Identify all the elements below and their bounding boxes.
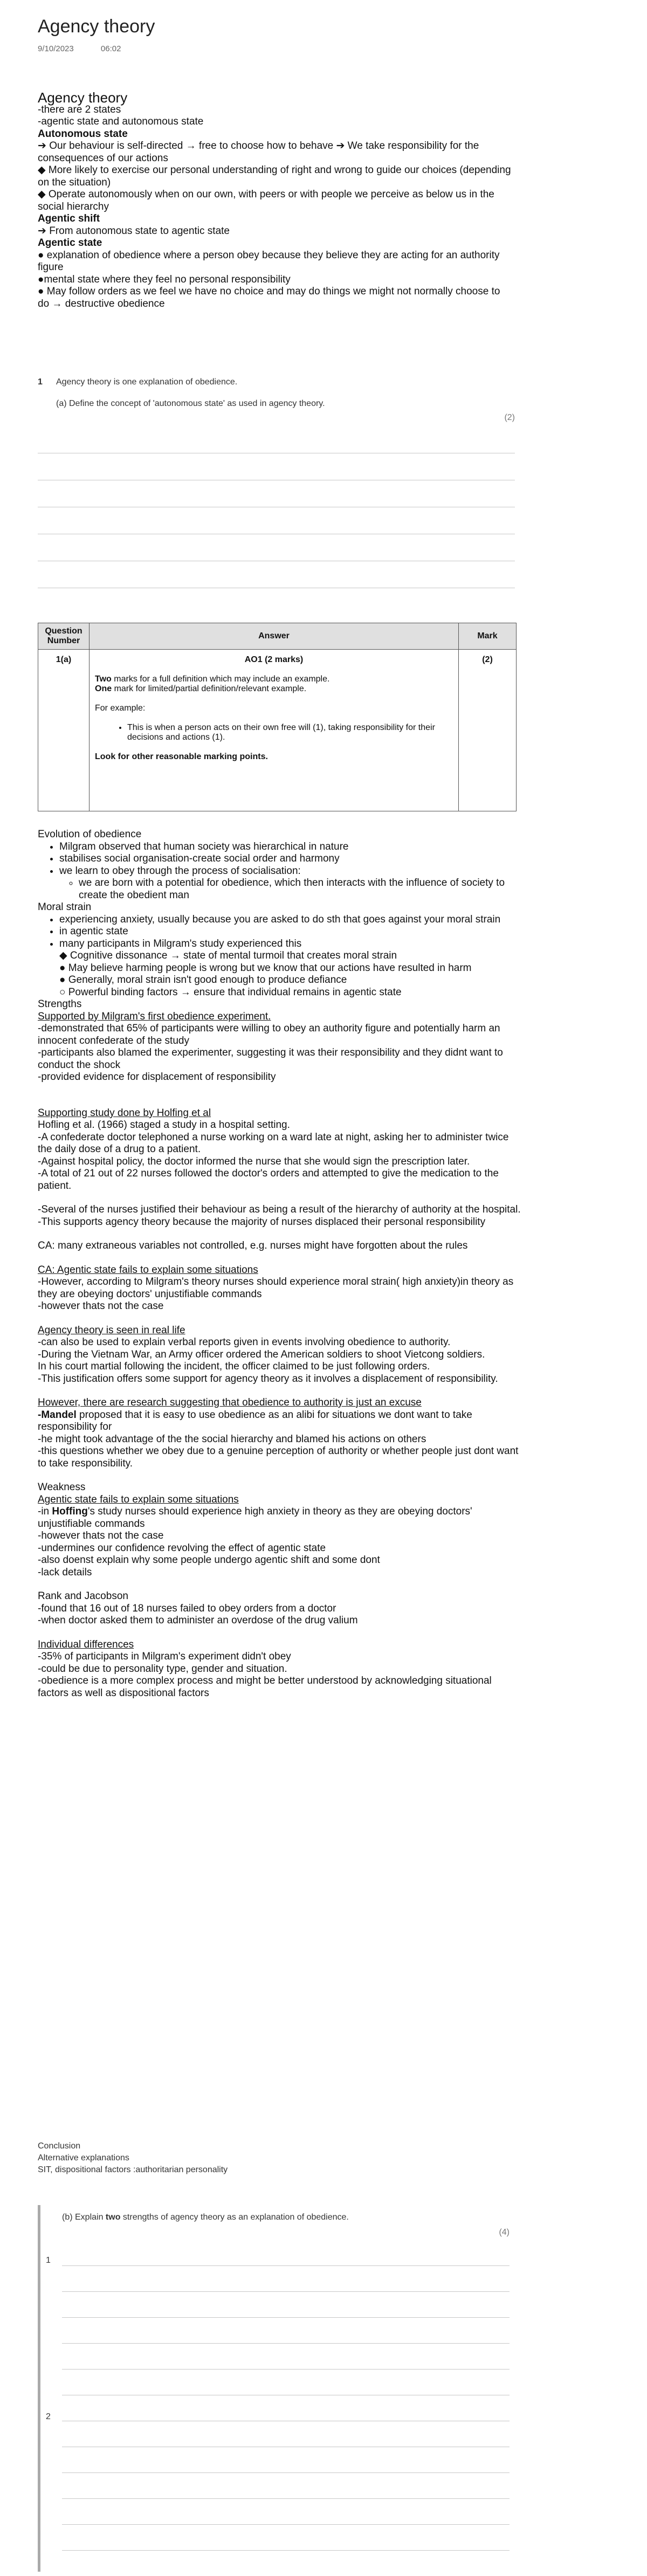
note-line: -obedience is a more complex process and might be better understood by acknowledging situational factors as well as dispositional factors — [38, 1675, 492, 1699]
hofling-heading: Supporting study done by Holfing et al — [38, 1107, 211, 1119]
mark-scheme-table — [38, 623, 517, 811]
sit-label: SIT, dispositional factors :authoritarian personality — [38, 2165, 228, 2174]
note-line: -This justification offers some support for agency theory as it involves a displacement of responsibility. — [38, 1373, 498, 1385]
conclusion-notes — [38, 2140, 228, 2176]
one-mark-text: mark for limited/partial definition/relevant example. — [112, 684, 307, 693]
note-line: -demonstrated that 65% of participants were willing to obey an authority figure and potentially harm an innocent confederate of the study — [38, 1023, 500, 1046]
note-line: -provided evidence for displacement of responsibility — [38, 1071, 276, 1083]
list-item: ◦ we are born with a potential for obedience, which then interacts with the influence of society to create the obedient man — [79, 877, 523, 901]
note-line: ◆ Operate autonomously when on our own, with peers or with people we perceive as below us in the social hierarchy — [38, 189, 494, 212]
question-bold: two — [105, 2213, 121, 2222]
two-bold: Two — [95, 674, 112, 684]
question-stem: Agency theory is one explanation of obedience. — [56, 377, 238, 387]
answer-number-1: 1 — [46, 2256, 51, 2265]
note-line: -35% of participants in Milgram's experiment didn't obey — [38, 1651, 291, 1662]
answer-line — [62, 2472, 510, 2473]
real-life-heading: Agency theory is seen in real life — [38, 1324, 185, 1336]
answer-line — [62, 2265, 510, 2266]
answer-cell — [90, 650, 459, 811]
exam-question-1b — [38, 2205, 520, 2572]
milgram-heading: Supported by Milgram's first obedience experiment. — [38, 1010, 271, 1022]
note-line: ● explanation of obedience where a person obey because they believe they are acting for an authority figure — [38, 249, 500, 273]
answer-line — [62, 2550, 510, 2551]
question-text: strengths of agency theory as an explanation of obedience. — [120, 2213, 349, 2222]
note-line: -agentic state and autonomous state — [38, 116, 204, 127]
question-marks: (2) — [504, 413, 515, 422]
note-subheading: Autonomous state — [38, 128, 128, 140]
note-heading: Agency theory — [38, 89, 128, 106]
moral-strain-title: Moral strain — [38, 901, 92, 913]
page-meta — [38, 44, 146, 53]
note-line: -however thats not the case — [38, 1530, 164, 1541]
strengths-title: Strengths — [38, 998, 82, 1010]
conclusion-label: Conclusion — [38, 2141, 81, 2151]
mandel-bold: -Mandel — [38, 1409, 77, 1421]
list-item: • we learn to obey through the process of socialisation: — [59, 865, 523, 878]
list-item: • in agentic state — [59, 926, 523, 938]
question-number: 1 — [38, 377, 43, 387]
strain-note: ◆ Cognitive dissonance → state of mental turmoil that creates moral strain — [59, 950, 397, 961]
answer-line — [62, 2524, 510, 2525]
note-line: -lack details — [38, 1566, 92, 1578]
example-item: • This is when a person acts on their own free will (1), taking responsibility for their decisions and actions (1). — [127, 723, 453, 742]
list-item: • many participants in Milgram's study experienced this — [59, 938, 523, 950]
exam-question-1a — [38, 377, 515, 593]
answer-line — [62, 2317, 510, 2318]
note-line: -found that 16 out of 18 nurses failed to obey orders from a doctor — [38, 1602, 336, 1614]
evolution-list — [38, 841, 523, 902]
alternative-label: Alternative explanations — [38, 2153, 129, 2162]
question-part-a: (a) Define the concept of 'autonomous state' as used in agency theory. — [56, 399, 325, 408]
strain-note: ● Generally, moral strain isn't good enough to produce defiance — [59, 974, 347, 986]
answer-number-2: 2 — [46, 2412, 51, 2421]
page-title: Agency theory — [38, 16, 155, 37]
page-time: 06:02 — [100, 44, 121, 53]
header-answer: Answer — [90, 623, 459, 650]
note-line: proposed that it is easy to use obedience as an alibi for situations we dont want to take responsibility for — [38, 1409, 472, 1432]
note-line: -However, according to Milgram's theory nurses should experience moral strain( high anxiety)in theory as they are obeying doctors' unjustifiable commands — [38, 1276, 514, 1300]
note-line: ➔ Our behaviour is self-directed → free to choose how to behave ➔ We take responsibility for the consequences of our actions — [38, 140, 479, 164]
note-line: -This supports agency theory because the majority of nurses displaced their personal responsibility — [38, 1216, 486, 1228]
ao-heading: AO1 (2 marks) — [244, 655, 304, 664]
excuse-heading: However, there are research suggesting that obedience to authority is just an excuse — [38, 1397, 422, 1408]
note-line: ● May follow orders as we feel we have no choice and may do things we might not normally choose to do → destructive obedience — [38, 286, 500, 309]
page-date: 9/10/2023 — [38, 44, 74, 53]
note-line: -when doctor asked them to administer an overdose of the drug valium — [38, 1615, 358, 1626]
example-label: For example: — [95, 704, 146, 713]
weakness-title: Weakness — [38, 1482, 86, 1493]
other-points: Look for other reasonable marking points. — [95, 752, 268, 761]
question-marks: (4) — [499, 2228, 510, 2237]
list-item: • Milgram observed that human society was hierarchical in nature — [59, 841, 523, 853]
note-line: -undermines our confidence revolving the effect of agentic state — [38, 1542, 326, 1554]
question-number-cell: 1(a) — [38, 650, 90, 811]
note-line: -A confederate doctor telephoned a nurse working on a ward late at night, asking her to administer twice the daily dose of a drug to a patient. — [38, 1131, 509, 1155]
notes-agency-states — [38, 89, 512, 310]
list-item: • experiencing anxiety, usually because you are asked to do sth that goes against your moral strain — [59, 914, 523, 926]
rank-title: Rank and Jacobson — [38, 1590, 128, 1602]
ca-heading: CA: Agentic state fails to explain some situations — [38, 1264, 258, 1276]
answer-line — [62, 2369, 510, 2370]
weakness-heading: Agentic state fails to explain some situations — [38, 1493, 239, 1505]
note-line: -there are 2 states — [38, 104, 121, 115]
individual-differences-heading: Individual differences — [38, 1638, 134, 1650]
note-line: 's study nurses should experience high anxiety in theory as they are obeying doctors' unjustifiable commands — [38, 1506, 472, 1530]
note-line: -participants also blamed the experimenter, suggesting it was their responsibility and they didnt want to conduct the shock — [38, 1047, 503, 1071]
mark-cell: (2) — [459, 650, 517, 811]
one-bold: One — [95, 684, 112, 693]
answer-line — [62, 2343, 510, 2344]
note-subheading: Agentic state — [38, 237, 102, 249]
note-line: -can also be used to explain verbal reports given in events involving obedience to authority. — [38, 1337, 451, 1348]
note-line: -in — [38, 1506, 52, 1517]
note-line: -Several of the nurses justified their behaviour as being a result of the hierarchy of authority at the hospital. — [38, 1204, 521, 1215]
note-line: -however thats not the case — [38, 1300, 164, 1312]
two-marks-text: marks for a full definition which may include an example. — [111, 674, 330, 684]
header-question-number: Question Number — [38, 623, 90, 650]
list-item: • stabilises social organisation-create social order and harmony — [59, 853, 523, 865]
hoffing-bold: Hoffing — [52, 1506, 88, 1517]
note-line: -A total of 21 out of 22 nurses followed the doctor's orders and attempted to give the medication to the patient. — [38, 1168, 499, 1191]
note-line: -this questions whether we obey due to a genuine perception of authority or whether people just dont want to take responsibility. — [38, 1445, 519, 1469]
strain-note: ○ Powerful binding factors → ensure that individual remains in agentic state — [59, 986, 402, 998]
header-mark: Mark — [459, 623, 517, 650]
answer-line — [62, 2291, 510, 2292]
note-line: CA: many extraneous variables not controlled, e.g. nurses might have forgotten about the rules — [38, 1240, 468, 1251]
note-line: -During the Vietnam War, an Army officer ordered the American soldiers to shoot Vietcong soldiers. — [38, 1348, 485, 1360]
answer-line — [62, 2498, 510, 2499]
note-line: -he might took advantage of the the social hierarchy and blamed his actions on others — [38, 1433, 426, 1445]
notes-evaluation — [38, 829, 523, 1699]
note-line: -could be due to personality type, gender and situation. — [38, 1663, 287, 1675]
note-line: ◆ More likely to exercise our personal understanding of right and wrong to guide our choices (depending on the situation) — [38, 164, 511, 188]
evolution-title: Evolution of obedience — [38, 829, 142, 840]
note-line: ➔ From autonomous state to agentic state — [38, 225, 230, 237]
question-text: (b) Explain — [62, 2213, 106, 2222]
question-part-b — [62, 2213, 349, 2222]
note-subheading: Agentic shift — [38, 213, 100, 224]
note-line: -Against hospital policy, the doctor informed the nurse that she would sign the prescription later. — [38, 1155, 470, 1167]
note-line: -also doenst explain why some people undergo agentic shift and some dont — [38, 1554, 380, 1566]
note-line: ●mental state where they feel no personal responsibility — [38, 273, 291, 285]
strain-note: ● May believe harming people is wrong but we know that our actions have resulted in harm — [59, 962, 472, 974]
note-line: Hofling et al. (1966) staged a study in a hospital setting. — [38, 1119, 290, 1131]
note-line: In his court martial following the incident, the officer claimed to be just following orders. — [38, 1361, 430, 1372]
moral-strain-list — [38, 914, 523, 950]
